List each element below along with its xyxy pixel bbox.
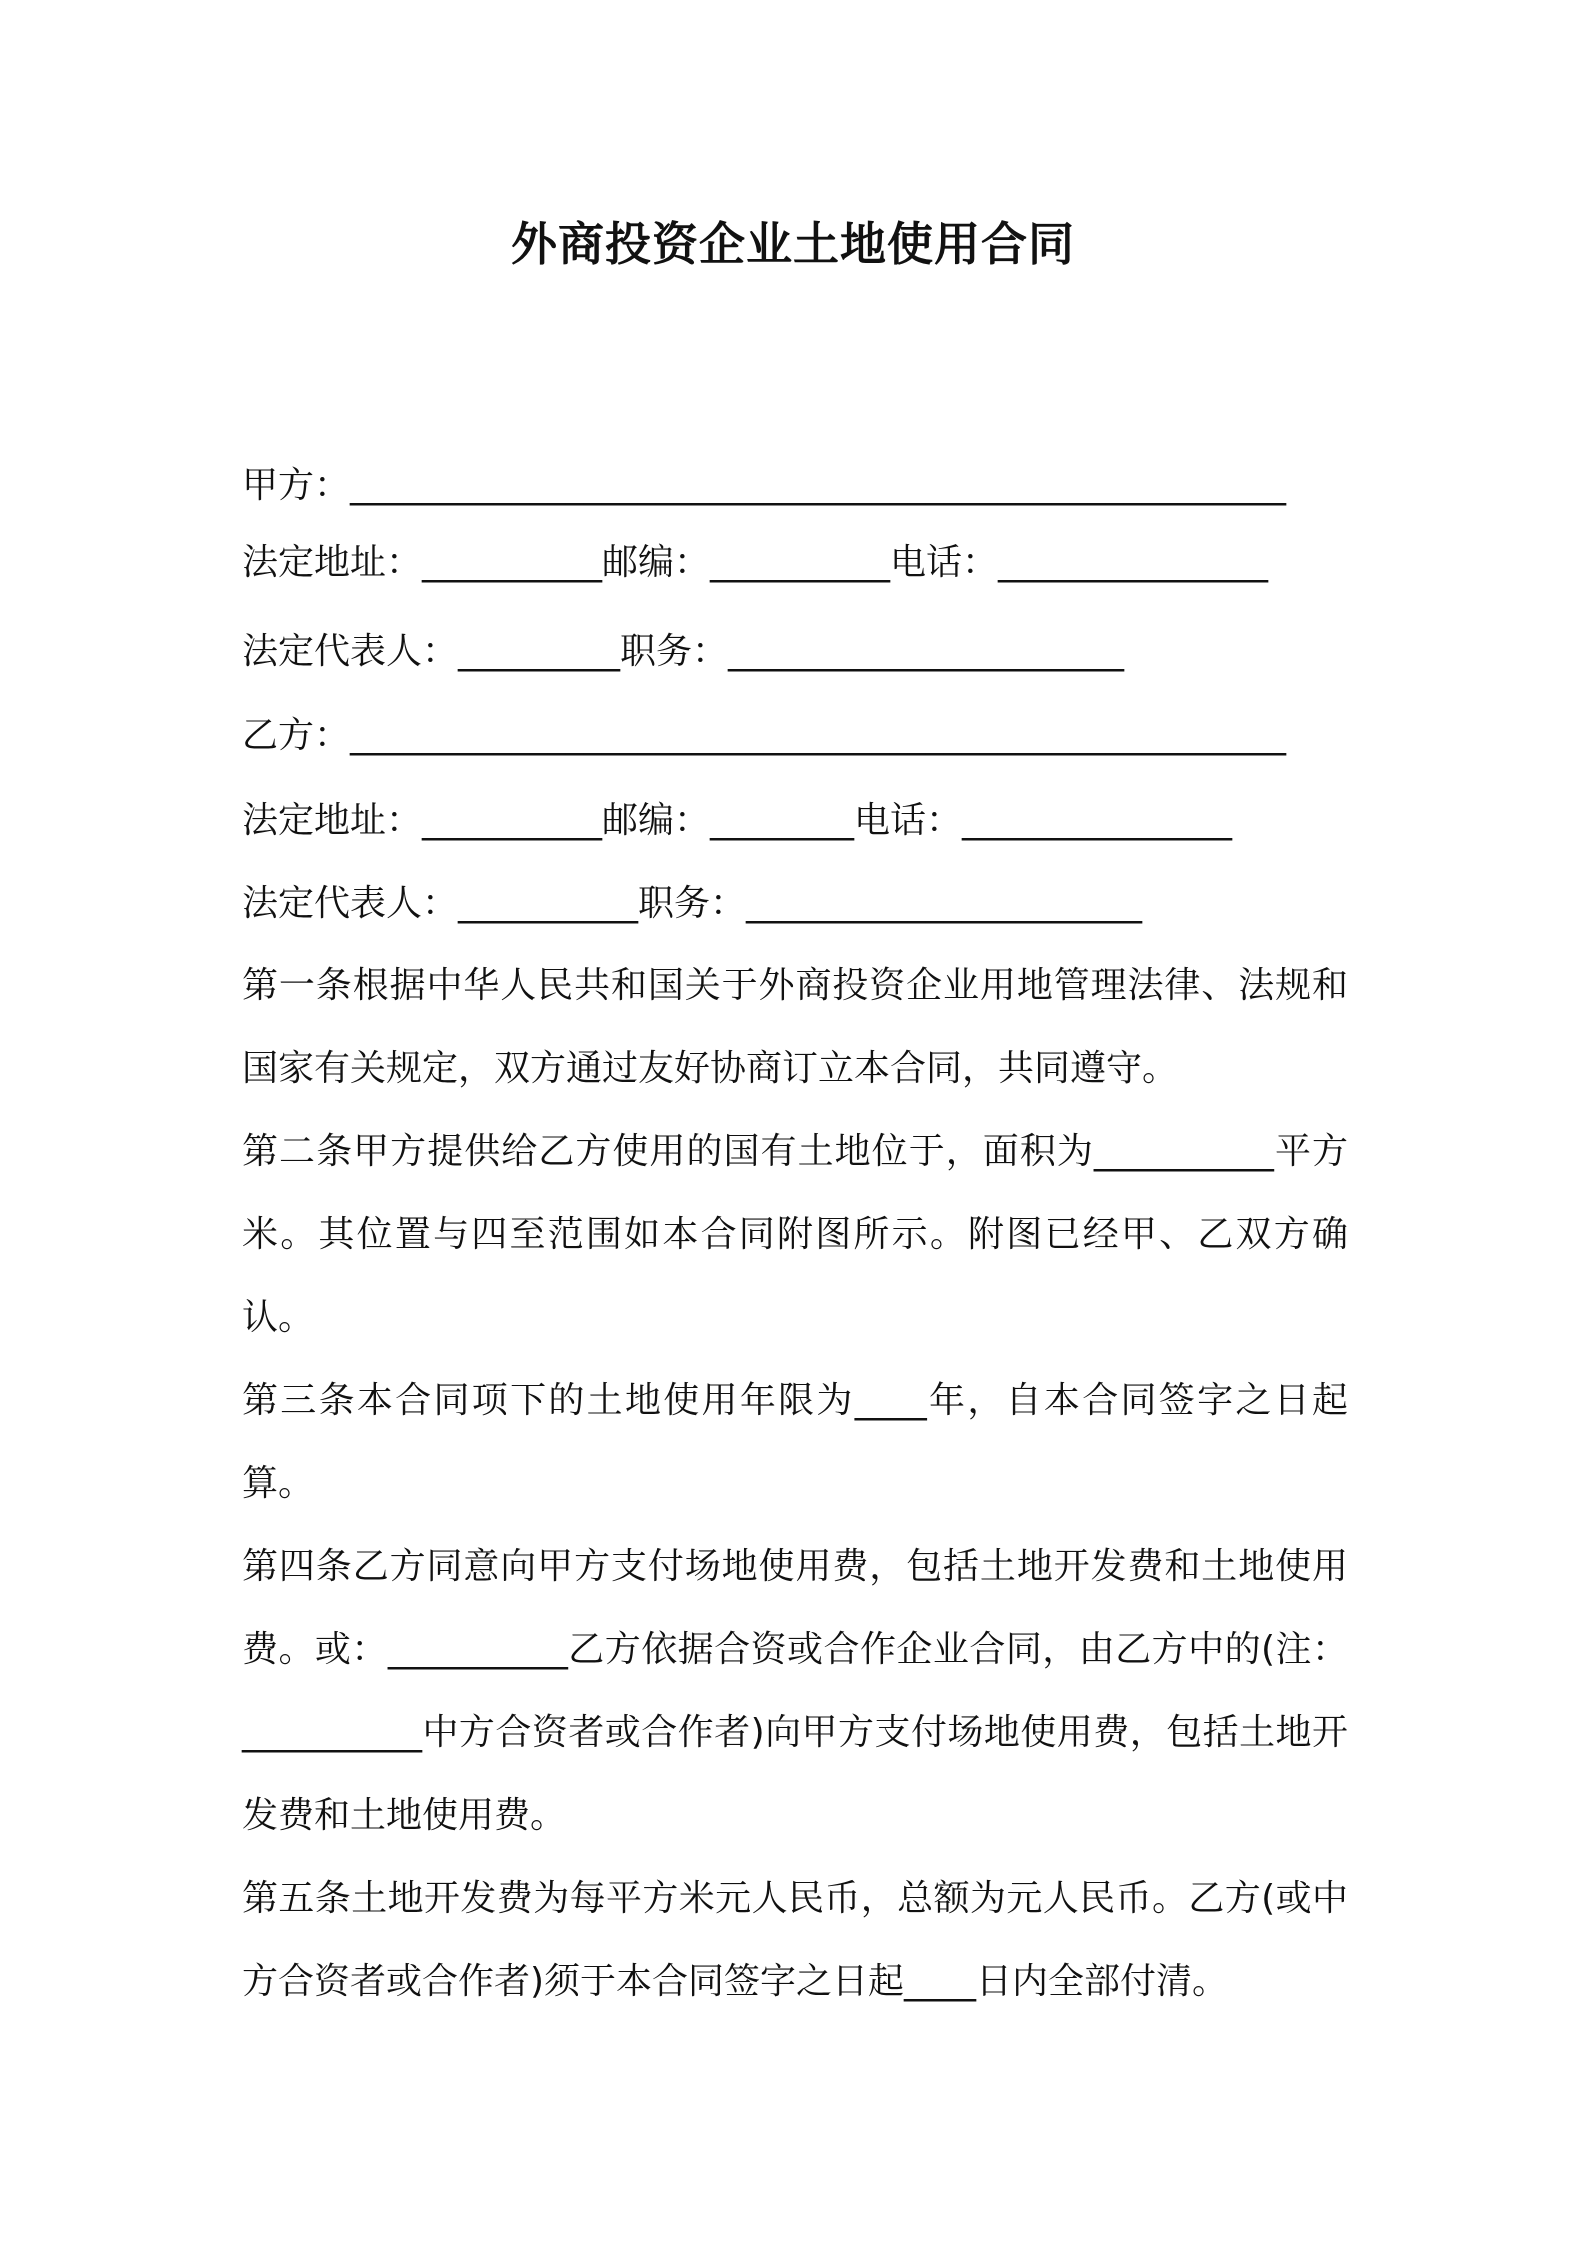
party-b-representative-line: 法定代表人：__________职务：______________________ [242,883,1143,924]
party-a-name-line: 甲方：____________________________________________________ [242,465,1286,506]
document-title: 外商投资企业土地使用合同 [511,217,1075,271]
article-4: 第四条乙方同意向甲方支付场地使用费，包括土地开发费和土地使用费。或：__________乙方依据合资或合作企业合同，由乙方中的(注：__________中方合资者或合作者)向甲方支付场地使用费，包括土地开发费和土地使用费。 [242,1546,1348,1836]
party-b-name-line: 乙方：____________________________________________________ [242,715,1286,756]
article-3: 第三条本合同项下的土地使用年限为____年，自本合同签字之日起算。 [242,1380,1348,1504]
party-b-address-line: 法定地址：__________邮编：________电话：_______________ [242,800,1233,841]
article-5: 第五条土地开发费为每平方米元人民币，总额为元人民币。乙方(或中方合资者或合作者)须于本合同签字之日起____日内全部付清。 [242,1878,1348,2002]
article-2: 第二条甲方提供给乙方使用的国有土地位于，面积为__________平方米。其位置与四至范围如本合同附图所示。附图已经甲、乙双方确认。 [242,1131,1348,1338]
party-a-address-line: 法定地址：__________邮编：__________电话：_______________ [242,542,1269,583]
article-1: 第一条根据中华人民共和国关于外商投资企业用地管理法律、法规和国家有关规定，双方通过友好协商订立本合同，共同遵守。 [242,965,1348,1089]
party-a-representative-line: 法定代表人：_________职务：______________________ [242,631,1125,672]
